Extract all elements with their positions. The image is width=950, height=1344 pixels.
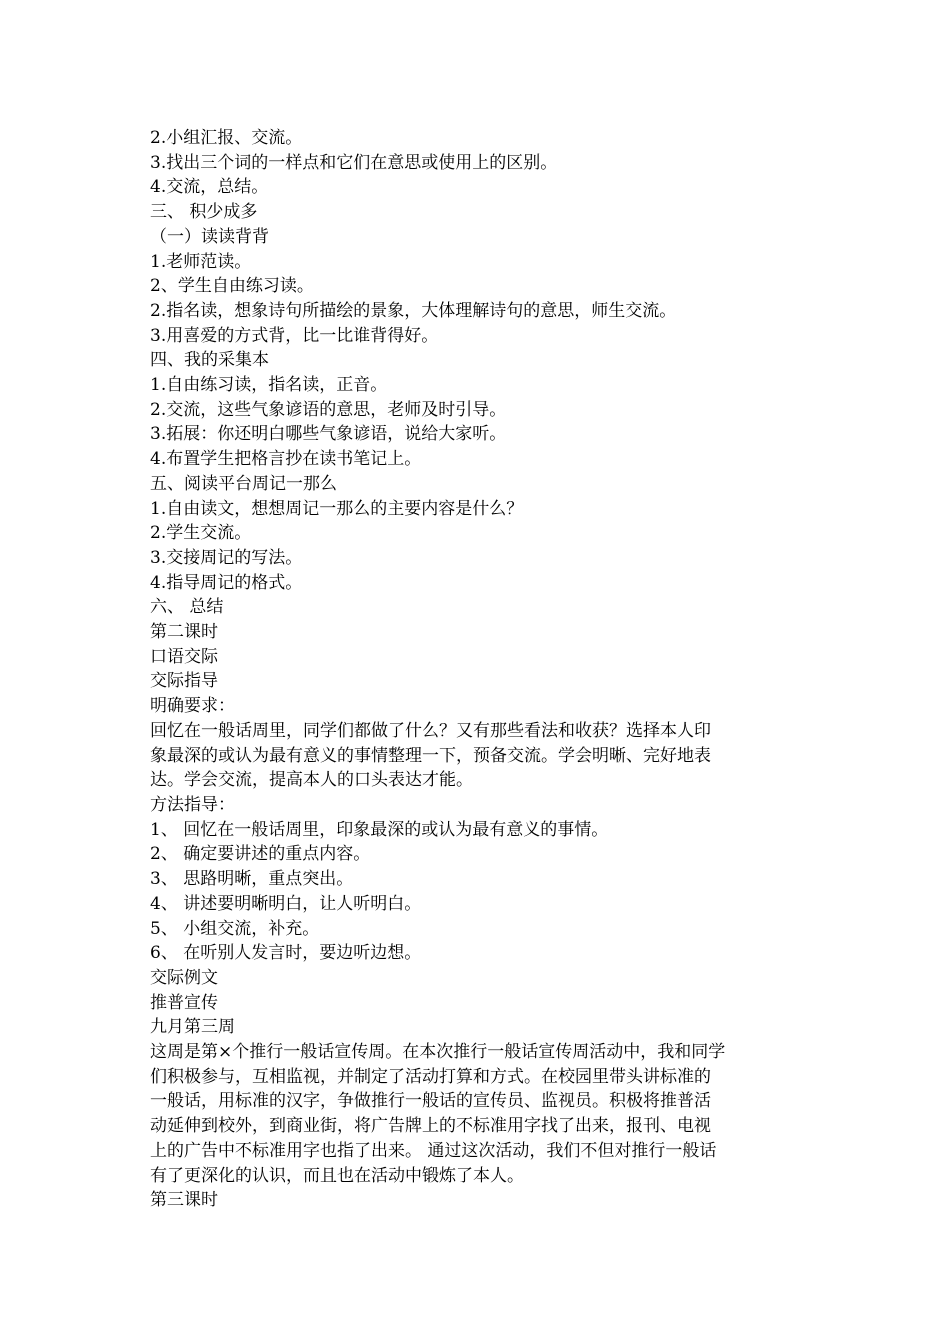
paragraph-line: 上的广告中不标准用字也指了出来。 通过这次活动，我们不但对推行一般话 (150, 1140, 717, 1161)
text-line: 3.拓展：你还明白哪些气象谚语，说给大家听。 (150, 424, 507, 445)
list-item: 1、 回忆在一般话周里，印象最深的或认为最有意义的事情。 (150, 819, 609, 840)
text-line: 4.布置学生把格言抄在读书笔记上。 (150, 449, 422, 470)
document-body (150, 126, 800, 1213)
paragraph-line: 象最深的或认为最有意义的事情整理一下，预备交流。学会明晰、完好地表 (150, 745, 711, 766)
text-line: 九月第三周 (150, 1017, 235, 1038)
text-line: 3.用喜爱的方式背，比一比谁背得好。 (150, 325, 439, 346)
text-line: 1.老师范读。 (150, 251, 252, 272)
list-item: 2、 确定要讲述的重点内容。 (150, 844, 371, 865)
list-item: 4、 讲述要明晰明白，让人听明白。 (150, 893, 422, 914)
text-line: 4.指导周记的格式。 (150, 572, 303, 593)
text-line: 3.找出三个词的一样点和它们在意思或使用上的区别。 (150, 152, 558, 173)
section-heading: 三、 积少成多 (150, 202, 258, 223)
paragraph-line: 达。学会交流，提高本人的口头表达才能。 (150, 770, 473, 791)
text-line: 方法指导： (150, 794, 235, 815)
text-line: 2.指名读，想象诗句所描绘的景象，大体理解诗句的意思，师生交流。 (150, 300, 677, 321)
text-line: 交际例文 (150, 967, 218, 988)
text-line: 交际指导 (150, 671, 218, 692)
subsection-heading: （一）读读背背 (150, 226, 269, 247)
list-item: 3、 思路明晰，重点突出。 (150, 869, 354, 890)
lesson-heading: 第三课时 (150, 1190, 218, 1211)
section-heading: 四、我的采集本 (150, 350, 269, 371)
paragraph-line: 们积极参与，互相监视，并制定了活动打算和方式。在校园里带头讲标准的 (150, 1066, 711, 1087)
paragraph-line: 有了更深化的认识，而且也在活动中锻炼了本人。 (150, 1165, 524, 1186)
text-line: 1.自由读文，想想周记一那么的主要内容是什么？ (150, 498, 524, 519)
list-item: 6、 在听别人发言时，要边听边想。 (150, 943, 422, 964)
text-line: 明确要求： (150, 696, 235, 717)
lesson-heading: 第二课时 (150, 622, 218, 643)
list-item: 5、 小组交流，补充。 (150, 918, 320, 939)
text-line: 口语交际 (150, 646, 218, 667)
paragraph-line: 一般话，用标准的汉字，争做推行一般话的宣传员、监视员。积极将推普活 (150, 1091, 711, 1112)
text-line: 2、学生自由练习读。 (150, 276, 314, 297)
paragraph-line: 动延伸到校外，到商业街，将广告牌上的不标准用字找了出来，报刊、电视 (150, 1116, 711, 1137)
section-heading: 五、阅读平台周记一那么 (150, 473, 337, 494)
paragraph-line: 这周是第×个推行一般话宣传周。在本次推行一般话宣传周活动中，我和同学 (150, 1042, 726, 1063)
section-heading: 六、 总结 (150, 597, 224, 618)
text-line: 2.交流，这些气象谚语的意思，老师及时引导。 (150, 399, 507, 420)
text-line: 2.小组汇报、交流。 (150, 128, 303, 148)
text-line: 2.学生交流。 (150, 523, 252, 544)
text-line: 1.自由练习读，指名读，正音。 (150, 375, 388, 396)
text-line: 推普宣传 (150, 992, 218, 1013)
text-line: 4.交流，总结。 (150, 177, 269, 198)
text-line: 3.交接周记的写法。 (150, 547, 303, 568)
paragraph-line: 回忆在一般话周里，同学们都做了什么？又有那些看法和收获？选择本人印 (150, 720, 711, 741)
